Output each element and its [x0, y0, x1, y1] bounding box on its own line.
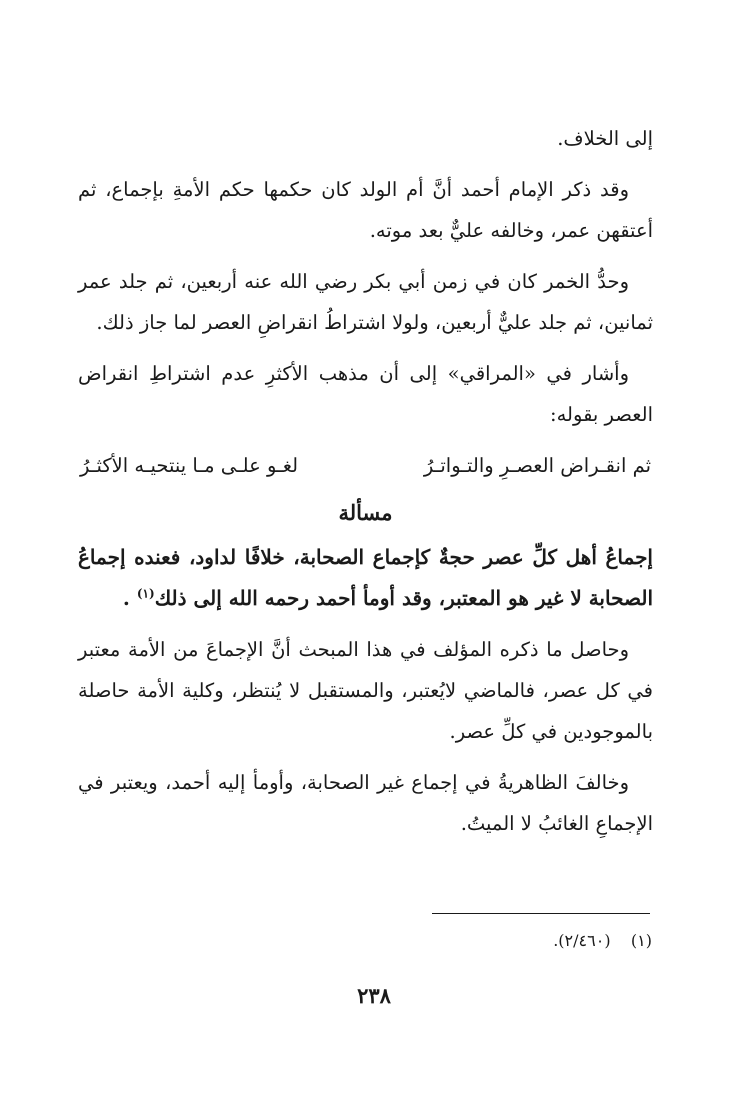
bold-paragraph-end: . — [122, 586, 130, 610]
page-number: ٢٣٨ — [357, 983, 391, 1008]
footnote-separator — [432, 913, 650, 914]
verse-line — [78, 445, 653, 486]
footnote-text: (٢/٤٦٠). — [553, 931, 611, 950]
section-heading: مسألة — [338, 500, 393, 525]
footnote — [252, 926, 652, 956]
paragraph-6: وخالفَ الظاهريةُ في إجماع غير الصحابة، وأومأ إليه أحمد، ويعتبر في الإجماعِ الغائبُ لا الميتُ. — [78, 771, 653, 835]
paragraph-2: وقد ذكر الإمام أحمد أنَّ أم الولد كان حكمها حكم الأمةِ بإجماع، ثم أعتقهن عمر، وخالفه عليٌّ بعد موته. — [78, 178, 653, 242]
paragraph-5: وحاصل ما ذكره المؤلف في هذا المبحث أنَّ الإجماعَ من الأمة معتبر في كل عصر، فالماضي لايُعتبر، والمستقبل لا يُنتظر، وكلية الأمة حاصلة بالموجودين في كلِّ عصر. — [78, 638, 653, 743]
paragraph-1: إلى الخلاف. — [557, 127, 653, 150]
bold-paragraph — [78, 537, 653, 619]
paragraph-3: وحدُّ الخمر كان في زمن أبي بكر رضي الله عنه أربعين، ثم جلد عمر ثمانين، ثم جلد عليٌّ أربعين، ولولا اشتراطُ انقراضِ العصر لما جاز ذلك. — [78, 270, 653, 334]
verse-hemistich-right: ثم انقـراض العصـرِ والتـواتـرُ — [423, 454, 651, 477]
footnote-marker: (١) — [136, 586, 155, 601]
verse-hemistich-left: لغـو علـى مـا ينتحيـه الأكثـرُ — [80, 454, 299, 477]
page-body — [78, 118, 653, 854]
bold-paragraph-text: إجماعُ أهل كلِّ عصر حجةٌ كإجماع الصحابة، خلافًا لداود، فعنده إجماعُ الصحابة لا غير هو المعتبر، وقد أومأ أحمد رحمه الله إلى ذلك — [78, 545, 653, 610]
paragraph-4: وأشار في «المراقي» إلى أن مذهب الأكثرِ عدم اشتراطِ انقراض العصر بقوله: — [78, 362, 653, 426]
footnote-number: (١) — [630, 931, 652, 950]
